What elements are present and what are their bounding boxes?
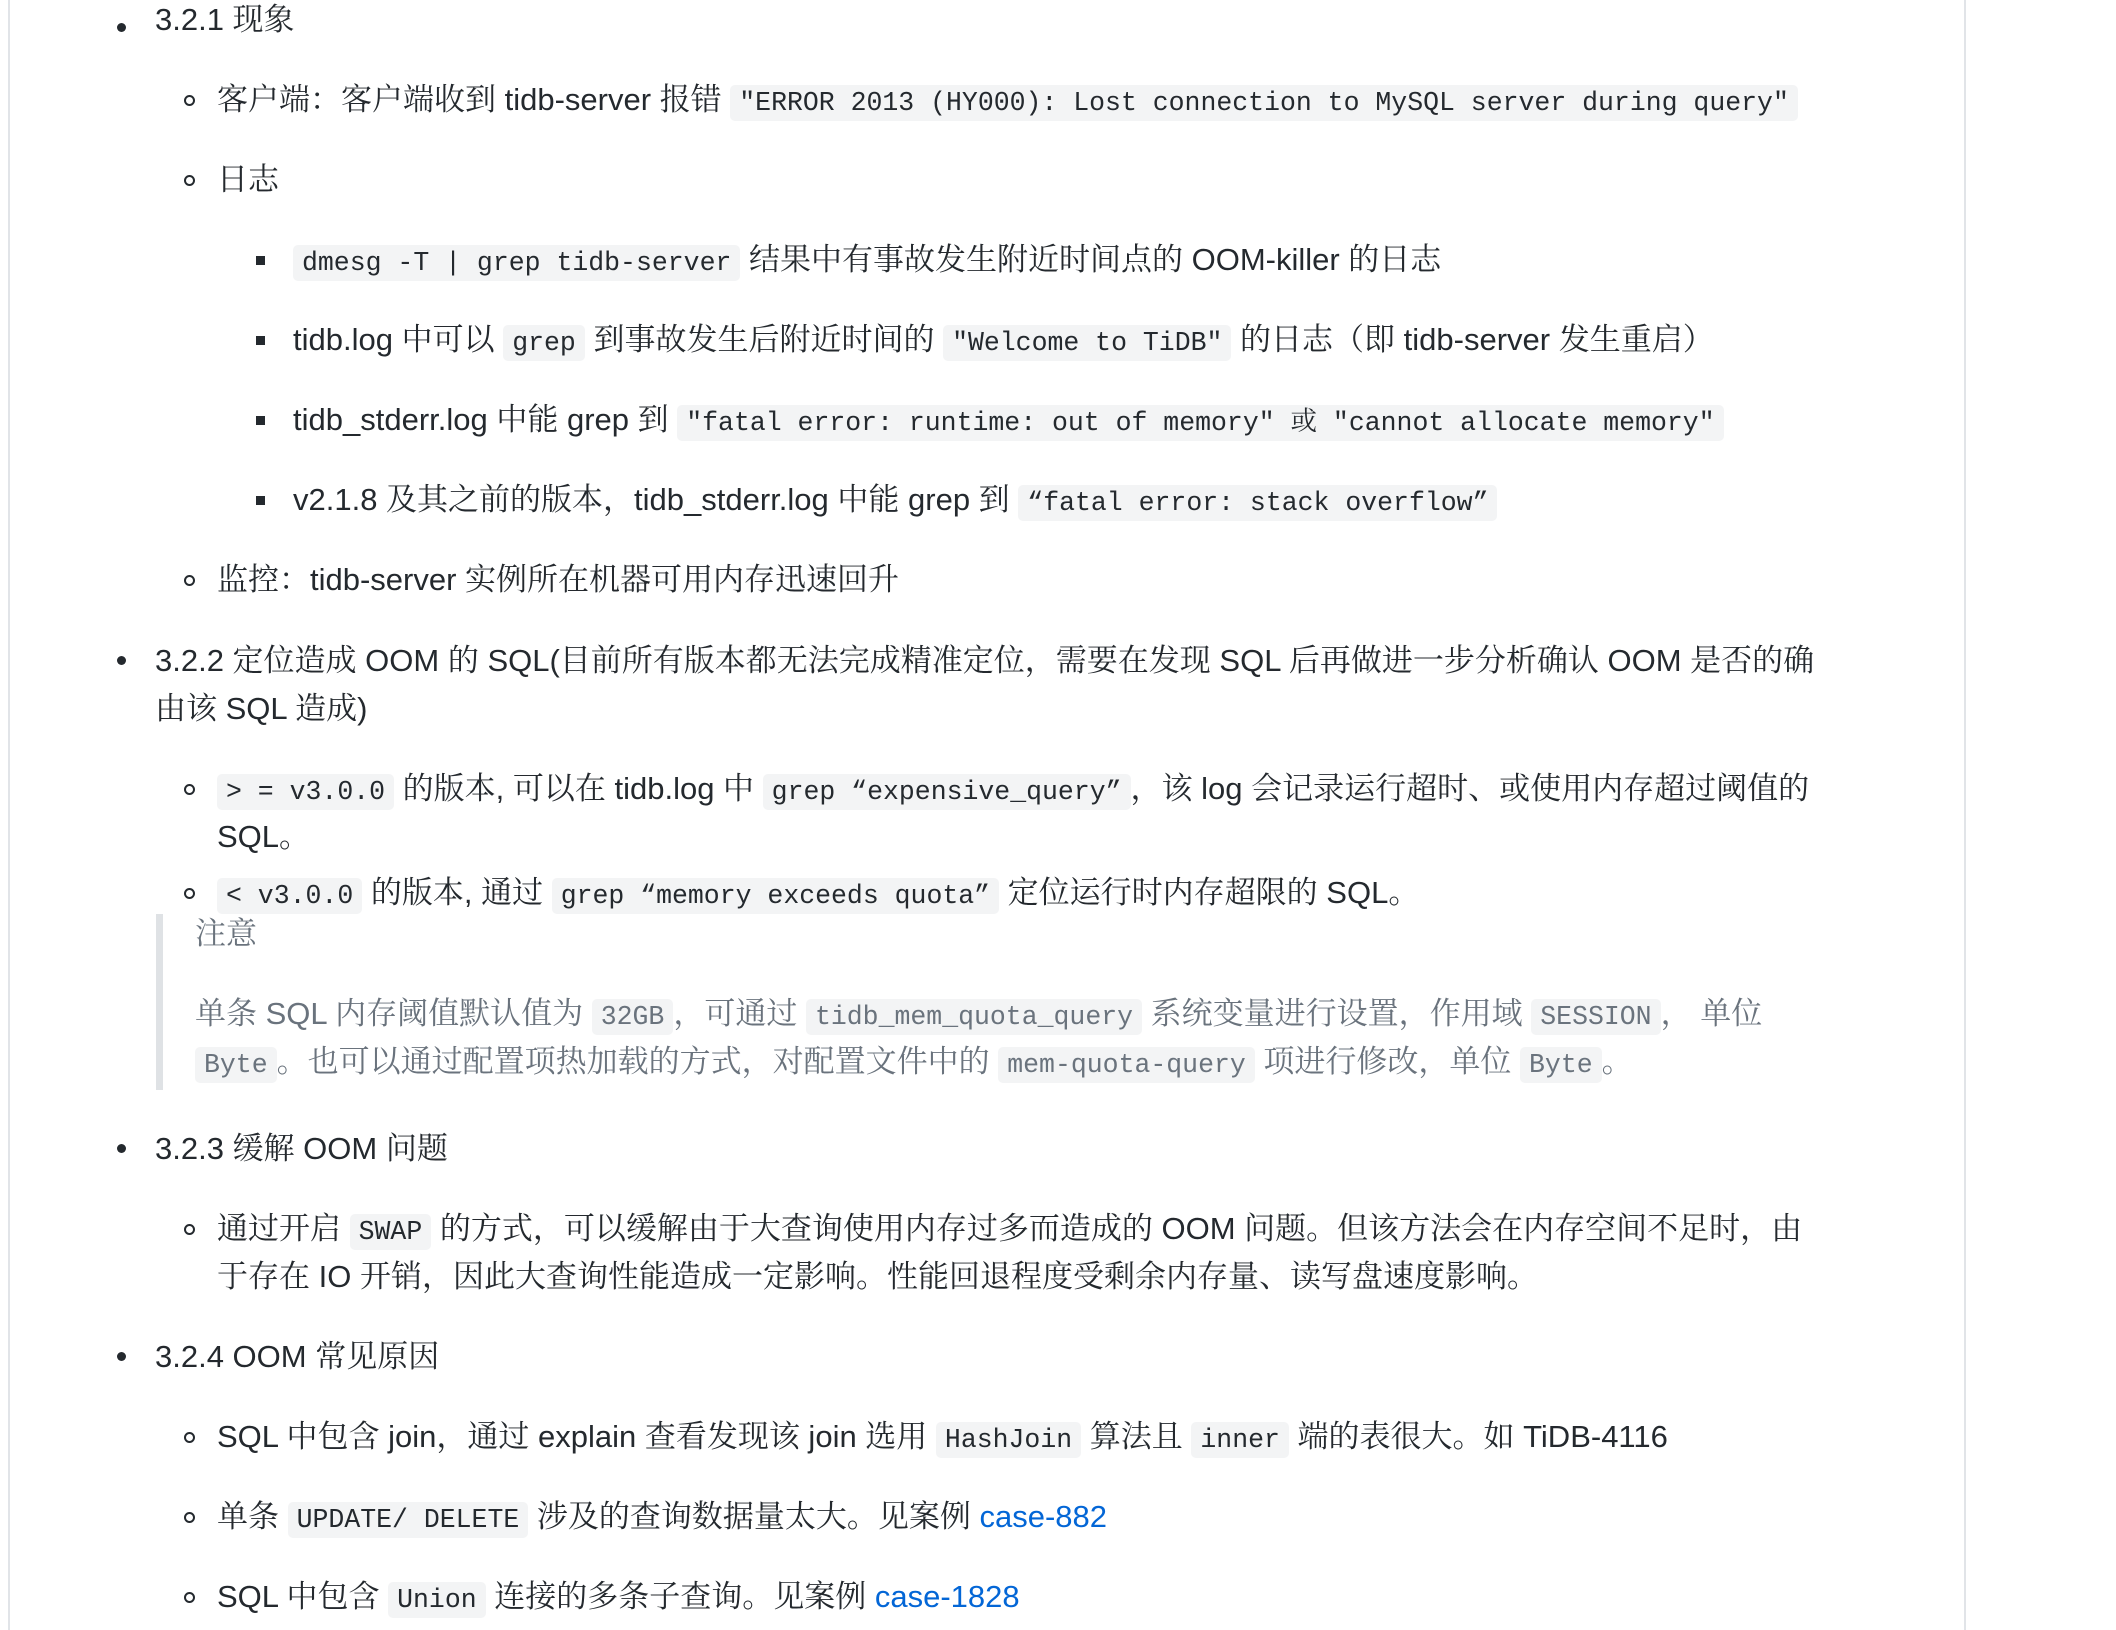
inline-code: UPDATE/ DELETE [288,1502,529,1538]
list-item-v218: v2.1.8 及其之前的版本，tidb_stderr.log 中能 grep 到 “fatal error: stack overflow” [293,480,1497,523]
bullet-disc [117,1144,126,1153]
bullet-circle [184,1432,195,1443]
list-item-swap-cont: 于存在 IO 开销，因此大查询性能造成一定影响。性能回退程度受剩余内存量、读写盘速度影响。 [217,1259,1538,1294]
bullet-circle [184,1512,195,1523]
bullet-circle [184,175,195,186]
inline-code: tidb_mem_quota_query [806,999,1142,1035]
case-882-link[interactable]: case-882 [979,1499,1108,1534]
bullet-circle [184,1592,195,1603]
inline-code: HashJoin [936,1422,1081,1458]
list-item-swap: 通过开启 SWAP 的方式，可以缓解由于大查询使用内存过多而造成的 OOM 问题。但该方法会在内存空间不足时，由 [217,1209,1802,1252]
section-title-322-line1: 3.2.2 定位造成 OOM 的 SQL(目前所有版本都无法完成精准定位，需要在发现 SQL 后再做进一步分析确认 OOM 是否的确 [155,643,1815,678]
bullet-square [256,416,265,425]
list-item-stderr: tidb_stderr.log 中能 grep 到 "fatal error: runtime: out of memory" 或 "cannot allocate memory" [293,400,1724,443]
bullet-circle [184,1224,195,1235]
note-blockquote [156,914,1856,1090]
inline-code: "fatal error: runtime: out of memory" 或 "cannot allocate memory" [677,405,1723,441]
inline-code: "Welcome to TiDB" [943,325,1231,361]
inline-code: grep “memory exceeds quota” [552,878,999,914]
inline-code: SWAP [350,1214,432,1250]
inline-code: Byte [195,1047,277,1083]
bullet-circle [184,888,195,899]
note-line1: 单条 SQL 内存阈值默认值为 32GB ，可通过 tidb_mem_quota_query 系统变量进行设置，作用域 SESSION ， 单位 [195,994,1762,1037]
list-item-monitor: 监控：tidb-server 实例所在机器可用内存迅速回升 [217,562,900,597]
bullet-circle [184,95,195,106]
list-item-v300-plus: > = v3.0.0 的版本, 可以在 tidb.log 中 grep “expensive_query” ，该 log 会记录运行超时、或使用内存超过阈值的 [217,769,1809,812]
list-item-v300-plus-cont: SQL。 [217,819,311,854]
inline-code: mem-quota-query [998,1047,1255,1083]
list-item-log: 日志 [217,162,279,197]
note-title: 注意 [195,916,257,951]
bullet-circle [184,575,195,586]
list-item-dmesg: dmesg -T | grep tidb-server 结果中有事故发生附近时间点的 OOM-killer 的日志 [293,240,1441,283]
list-item-union: SQL 中包含 Union 连接的多条子查询。见案例 case-1828 [217,1577,1020,1620]
inline-code: Union [388,1582,486,1618]
inline-code: “fatal error: stack overflow” [1018,485,1497,521]
inline-code: > = v3.0.0 [217,774,394,810]
inline-code: 32GB [592,999,674,1035]
inline-code: grep “expensive_query” [763,774,1131,810]
list-item-update-delete: 单条 UPDATE/ DELETE 涉及的查询数据量太大。见案例 case-882 [217,1497,1107,1540]
bullet-disc [117,656,126,665]
inline-code: inner [1191,1422,1289,1458]
list-item-v300-minus: < v3.0.0 的版本, 通过 grep “memory exceeds quota” 定位运行时内存超限的 SQL。 [217,873,1419,916]
section-title-323: 3.2.3 缓解 OOM 问题 [155,1131,448,1166]
section-title-322-line2: 由该 SQL 造成) [155,691,368,726]
case-1828-link[interactable]: case-1828 [874,1579,1020,1614]
list-item-client: 客户端：客户端收到 tidb-server 报错 "ERROR 2013 (HY000): Lost connection to MySQL server during query" [217,80,1798,123]
section-title-321: 3.2.1 现象 [155,2,295,37]
list-item-hashjoin: SQL 中包含 join，通过 explain 查看发现该 join 选用 HashJoin 算法且 inner 端的表很大。如 TiDB-4116 [217,1417,1668,1460]
document-content [10,0,1964,1630]
bullet-disc [117,23,126,32]
bullet-square [256,256,265,265]
inline-code: "ERROR 2013 (HY000): Lost connection to MySQL server during query" [730,85,1798,121]
section-title-324: 3.2.4 OOM 常见原因 [155,1339,440,1374]
inline-code: SESSION [1531,999,1660,1035]
bullet-circle [184,784,195,795]
list-item-tidblog: tidb.log 中可以 grep 到事故发生后附近时间的 "Welcome to TiDB" 的日志（即 tidb-server 发生重启） [293,320,1714,363]
inline-code: grep [503,325,585,361]
bullet-square [256,496,265,505]
bullet-disc [117,1352,126,1361]
inline-code: < v3.0.0 [217,878,362,914]
inline-code: Byte [1520,1047,1602,1083]
note-line2: Byte 。也可以通过配置项热加载的方式，对配置文件中的 mem-quota-query 项进行修改，单位 Byte 。 [195,1042,1633,1085]
bullet-square [256,336,265,345]
document-page [8,0,1966,1630]
inline-code: dmesg -T | grep tidb-server [293,245,740,281]
